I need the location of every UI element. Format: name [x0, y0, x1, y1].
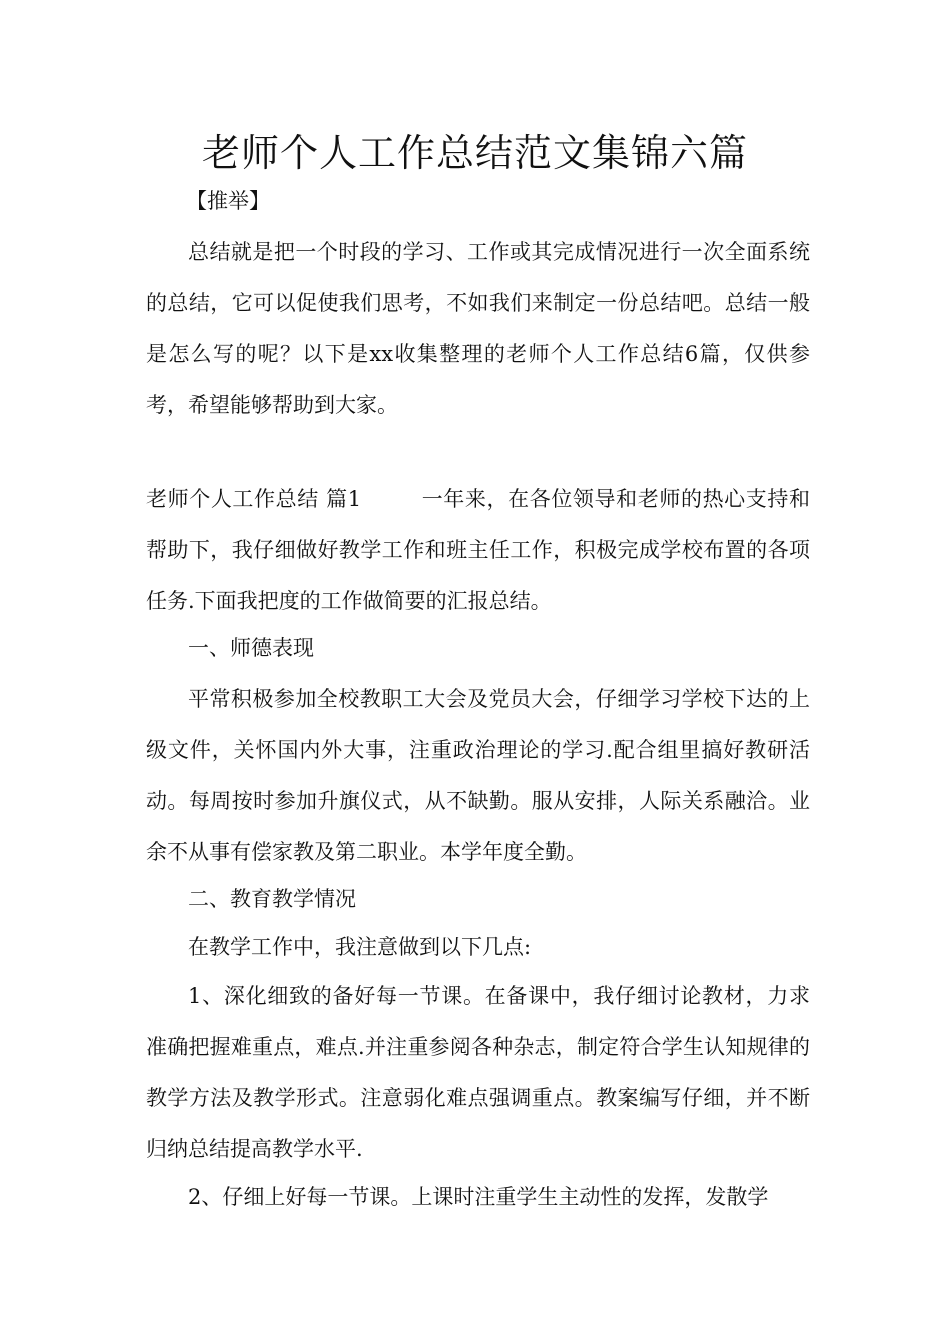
section-1-heading: 一、师德表现 — [188, 636, 314, 660]
article-1-lead: 一年来，在各位领导和老师的热心支持和帮助下，我仔细做好教学工作和班主任工作，积极完成学校布置的各项任务.下面我把度的工作做简要的汇报总结。 — [146, 487, 810, 613]
document-title: 老师个人工作总结范文集锦六篇 — [201, 131, 748, 175]
point-2-paragraph: 2、仔细上好每一节课。上课时注重学生主动性的发挥，发散学 — [188, 1185, 769, 1209]
article-1-paragraph — [146, 474, 810, 627]
section-2-intro: 在教学工作中，我注意做到以下几点: — [188, 935, 532, 959]
article-1-heading: 老师个人工作总结 篇1 — [146, 487, 362, 511]
section-1-paragraph: 平常积极参加全校教职工大会及党员大会，仔细学习学校下达的上级文件，关怀国内外大事，注重政治理论的学习.配合组里搞好教研活动。每周按时参加升旗仪式，从不缺勤。服从安排，人际关系融洽。业余不从事有偿家教及第二职业。本学年度全勤。 — [146, 687, 810, 864]
recommend-tag: 【推举】 — [186, 189, 270, 213]
intro-paragraph: 总结就是把一个时段的学习、工作或其完成情况进行一次全面系统的总结，它可以促使我们思考，不如我们来制定一份总结吧。总结一般是怎么写的呢？以下是xx收集整理的老师个人工作总结6篇，仅供参考，希望能够帮助到大家。 — [146, 240, 810, 417]
section-2-heading: 二、教育教学情况 — [188, 887, 356, 911]
point-1-paragraph: 1、深化细致的备好每一节课。在备课中，我仔细讨论教材，力求准确把握难重点，难点.并注重参阅各种杂志，制定符合学生认知规律的教学方法及教学形式。注意弱化难点强调重点。教案编写仔细，并不断归纳总结提高教学水平. — [146, 984, 810, 1161]
